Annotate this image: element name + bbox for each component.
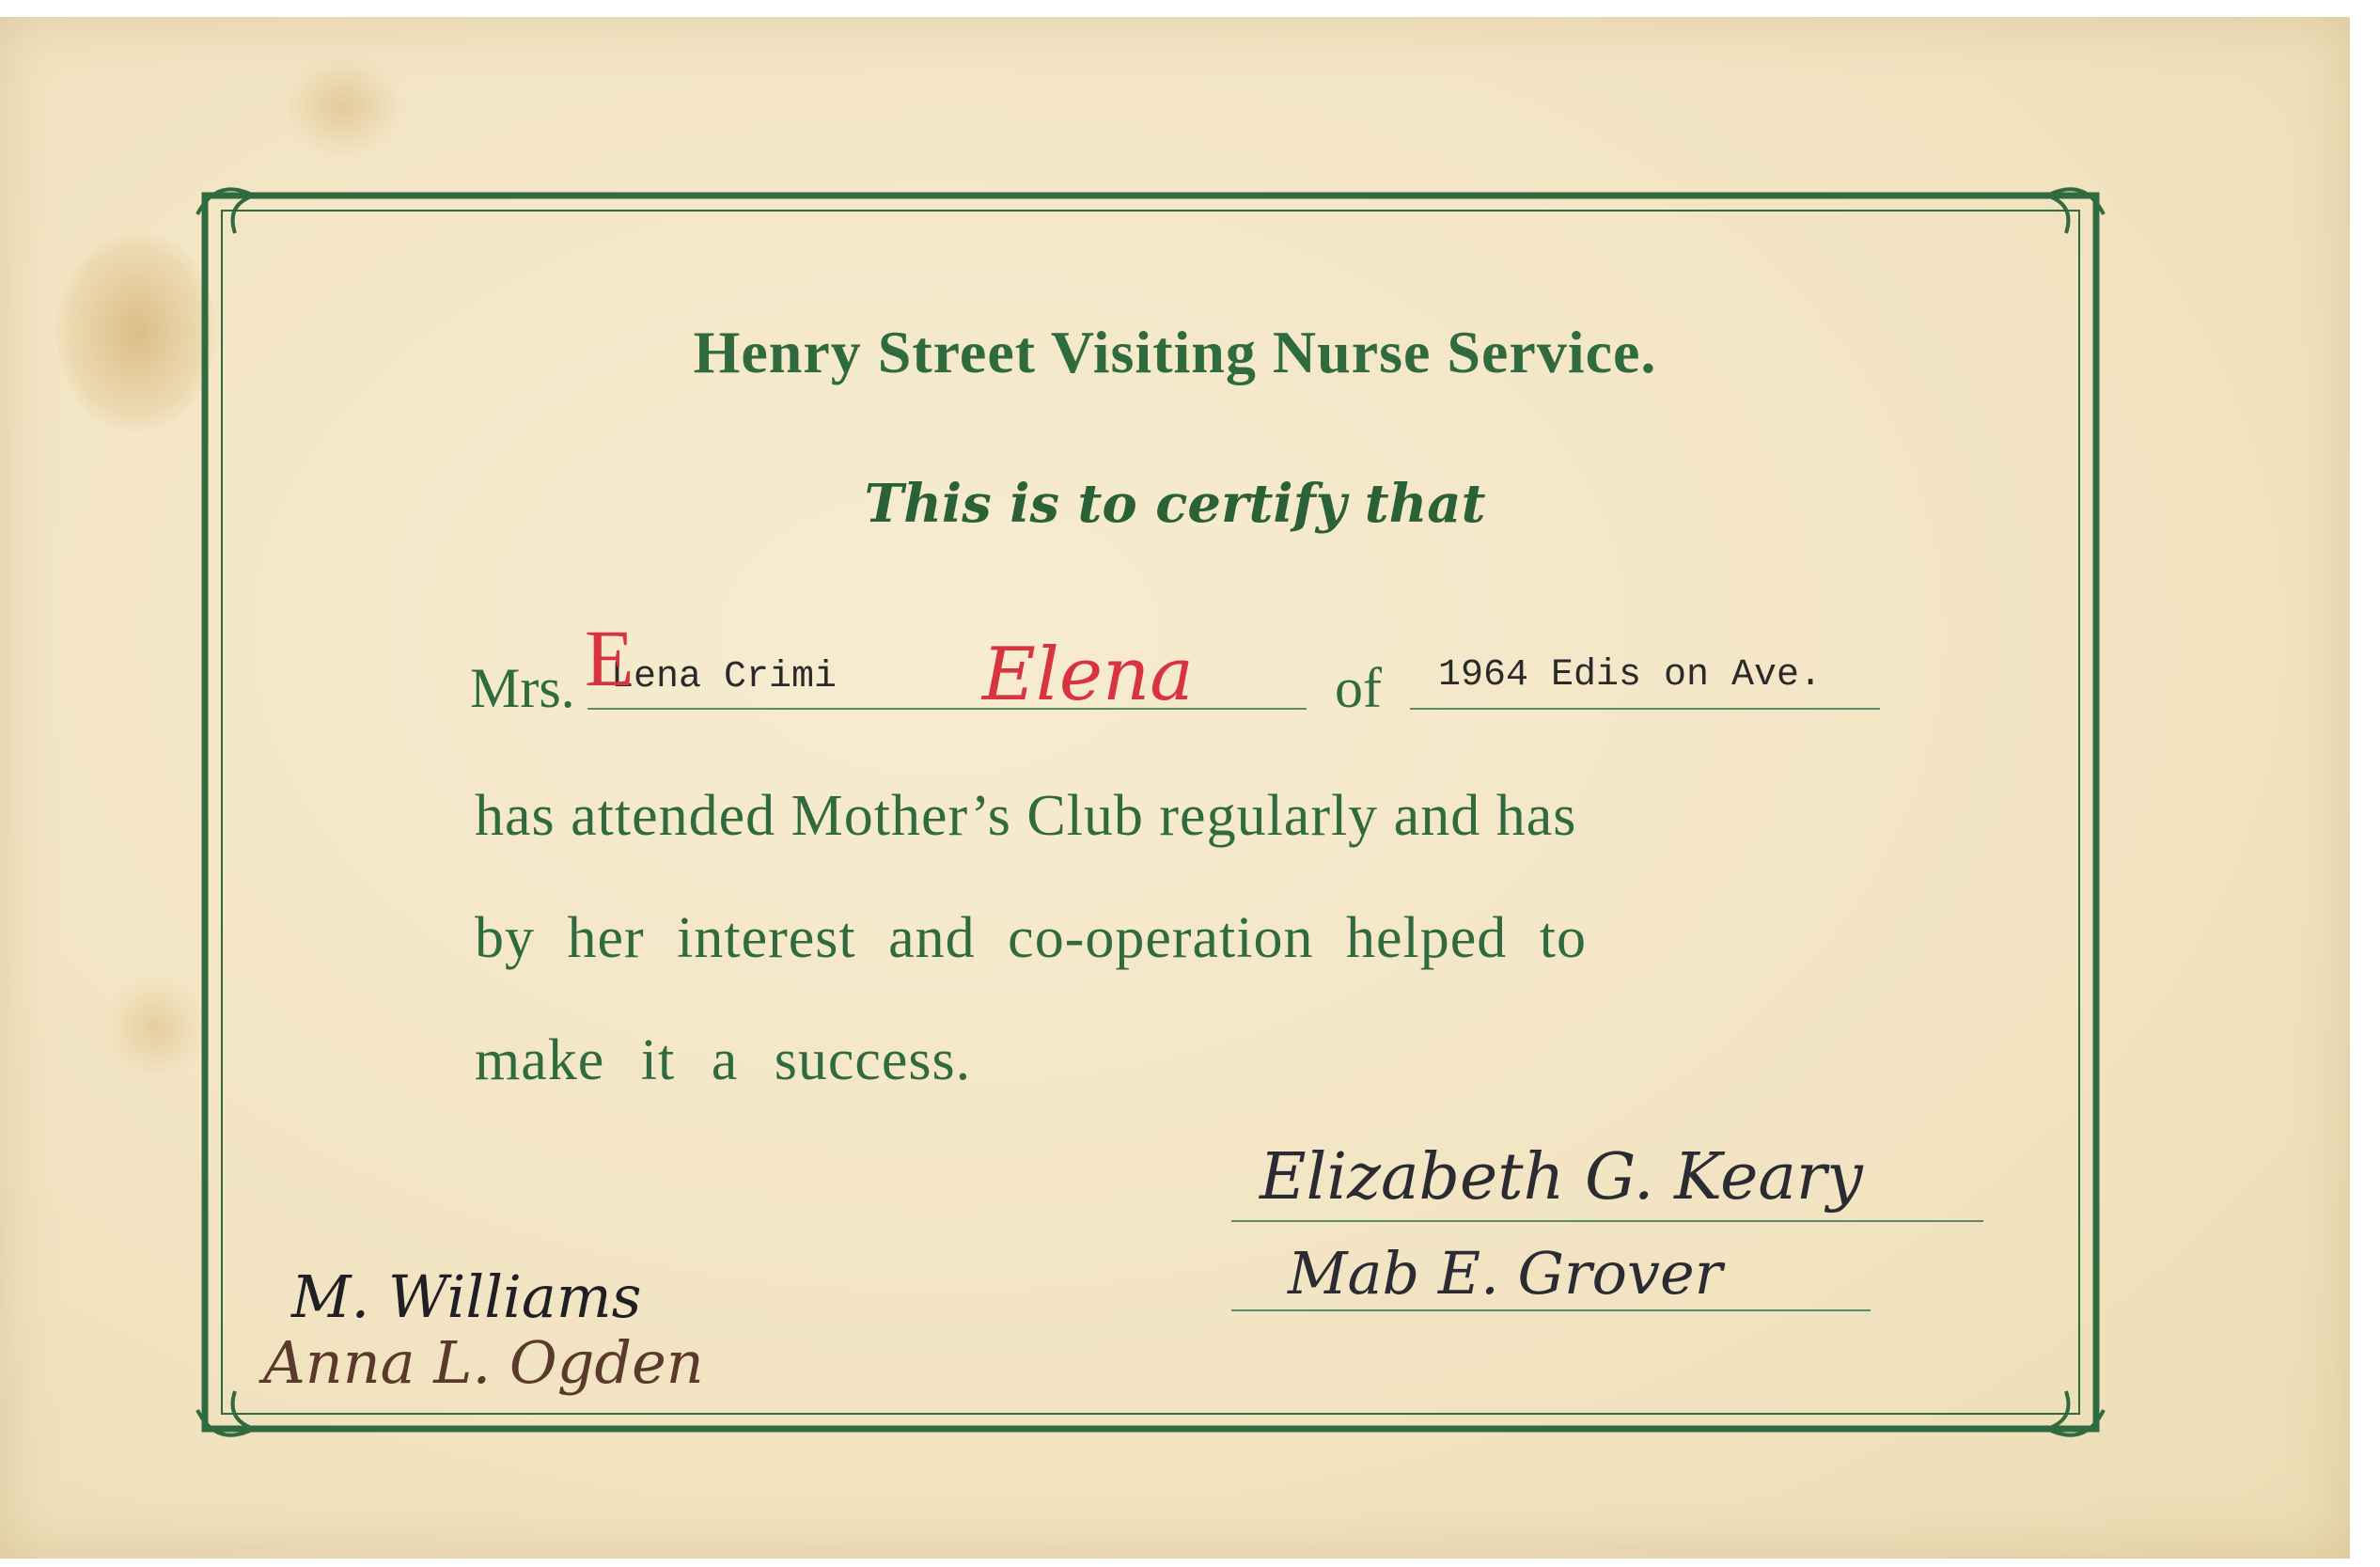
- signature: Mab E. Grover: [1288, 1239, 1723, 1308]
- signature: M. Williams: [291, 1262, 642, 1331]
- signature-underline: [1231, 1309, 1871, 1311]
- of-label: of: [1335, 657, 1382, 719]
- salutation: Mrs.: [470, 657, 575, 719]
- certify-heading: This is to certify that: [864, 473, 1486, 535]
- signature: Elizabeth G. Keary: [1260, 1140, 1863, 1214]
- typed-name: Lena Crimi: [611, 656, 838, 698]
- name-correction-initial: E: [585, 613, 634, 703]
- certificate-title: Henry Street Visiting Nurse Service.: [693, 319, 1657, 385]
- typed-address: 1964 Edis on Ave.: [1438, 654, 1823, 697]
- signature: Anna L. Ogden: [263, 1328, 704, 1397]
- body-line: has attended Mother’s Club regularly and has: [475, 784, 1577, 848]
- address-underline: [1410, 708, 1880, 710]
- signature-underline: [1231, 1220, 1983, 1222]
- body-line: by her interest and co-operation helped to: [475, 906, 1587, 970]
- certificate-paper: [0, 17, 2350, 1559]
- handwritten-name: Elena: [982, 633, 1194, 717]
- body-line: make it a success.: [475, 1028, 972, 1092]
- name-underline: [587, 708, 1307, 710]
